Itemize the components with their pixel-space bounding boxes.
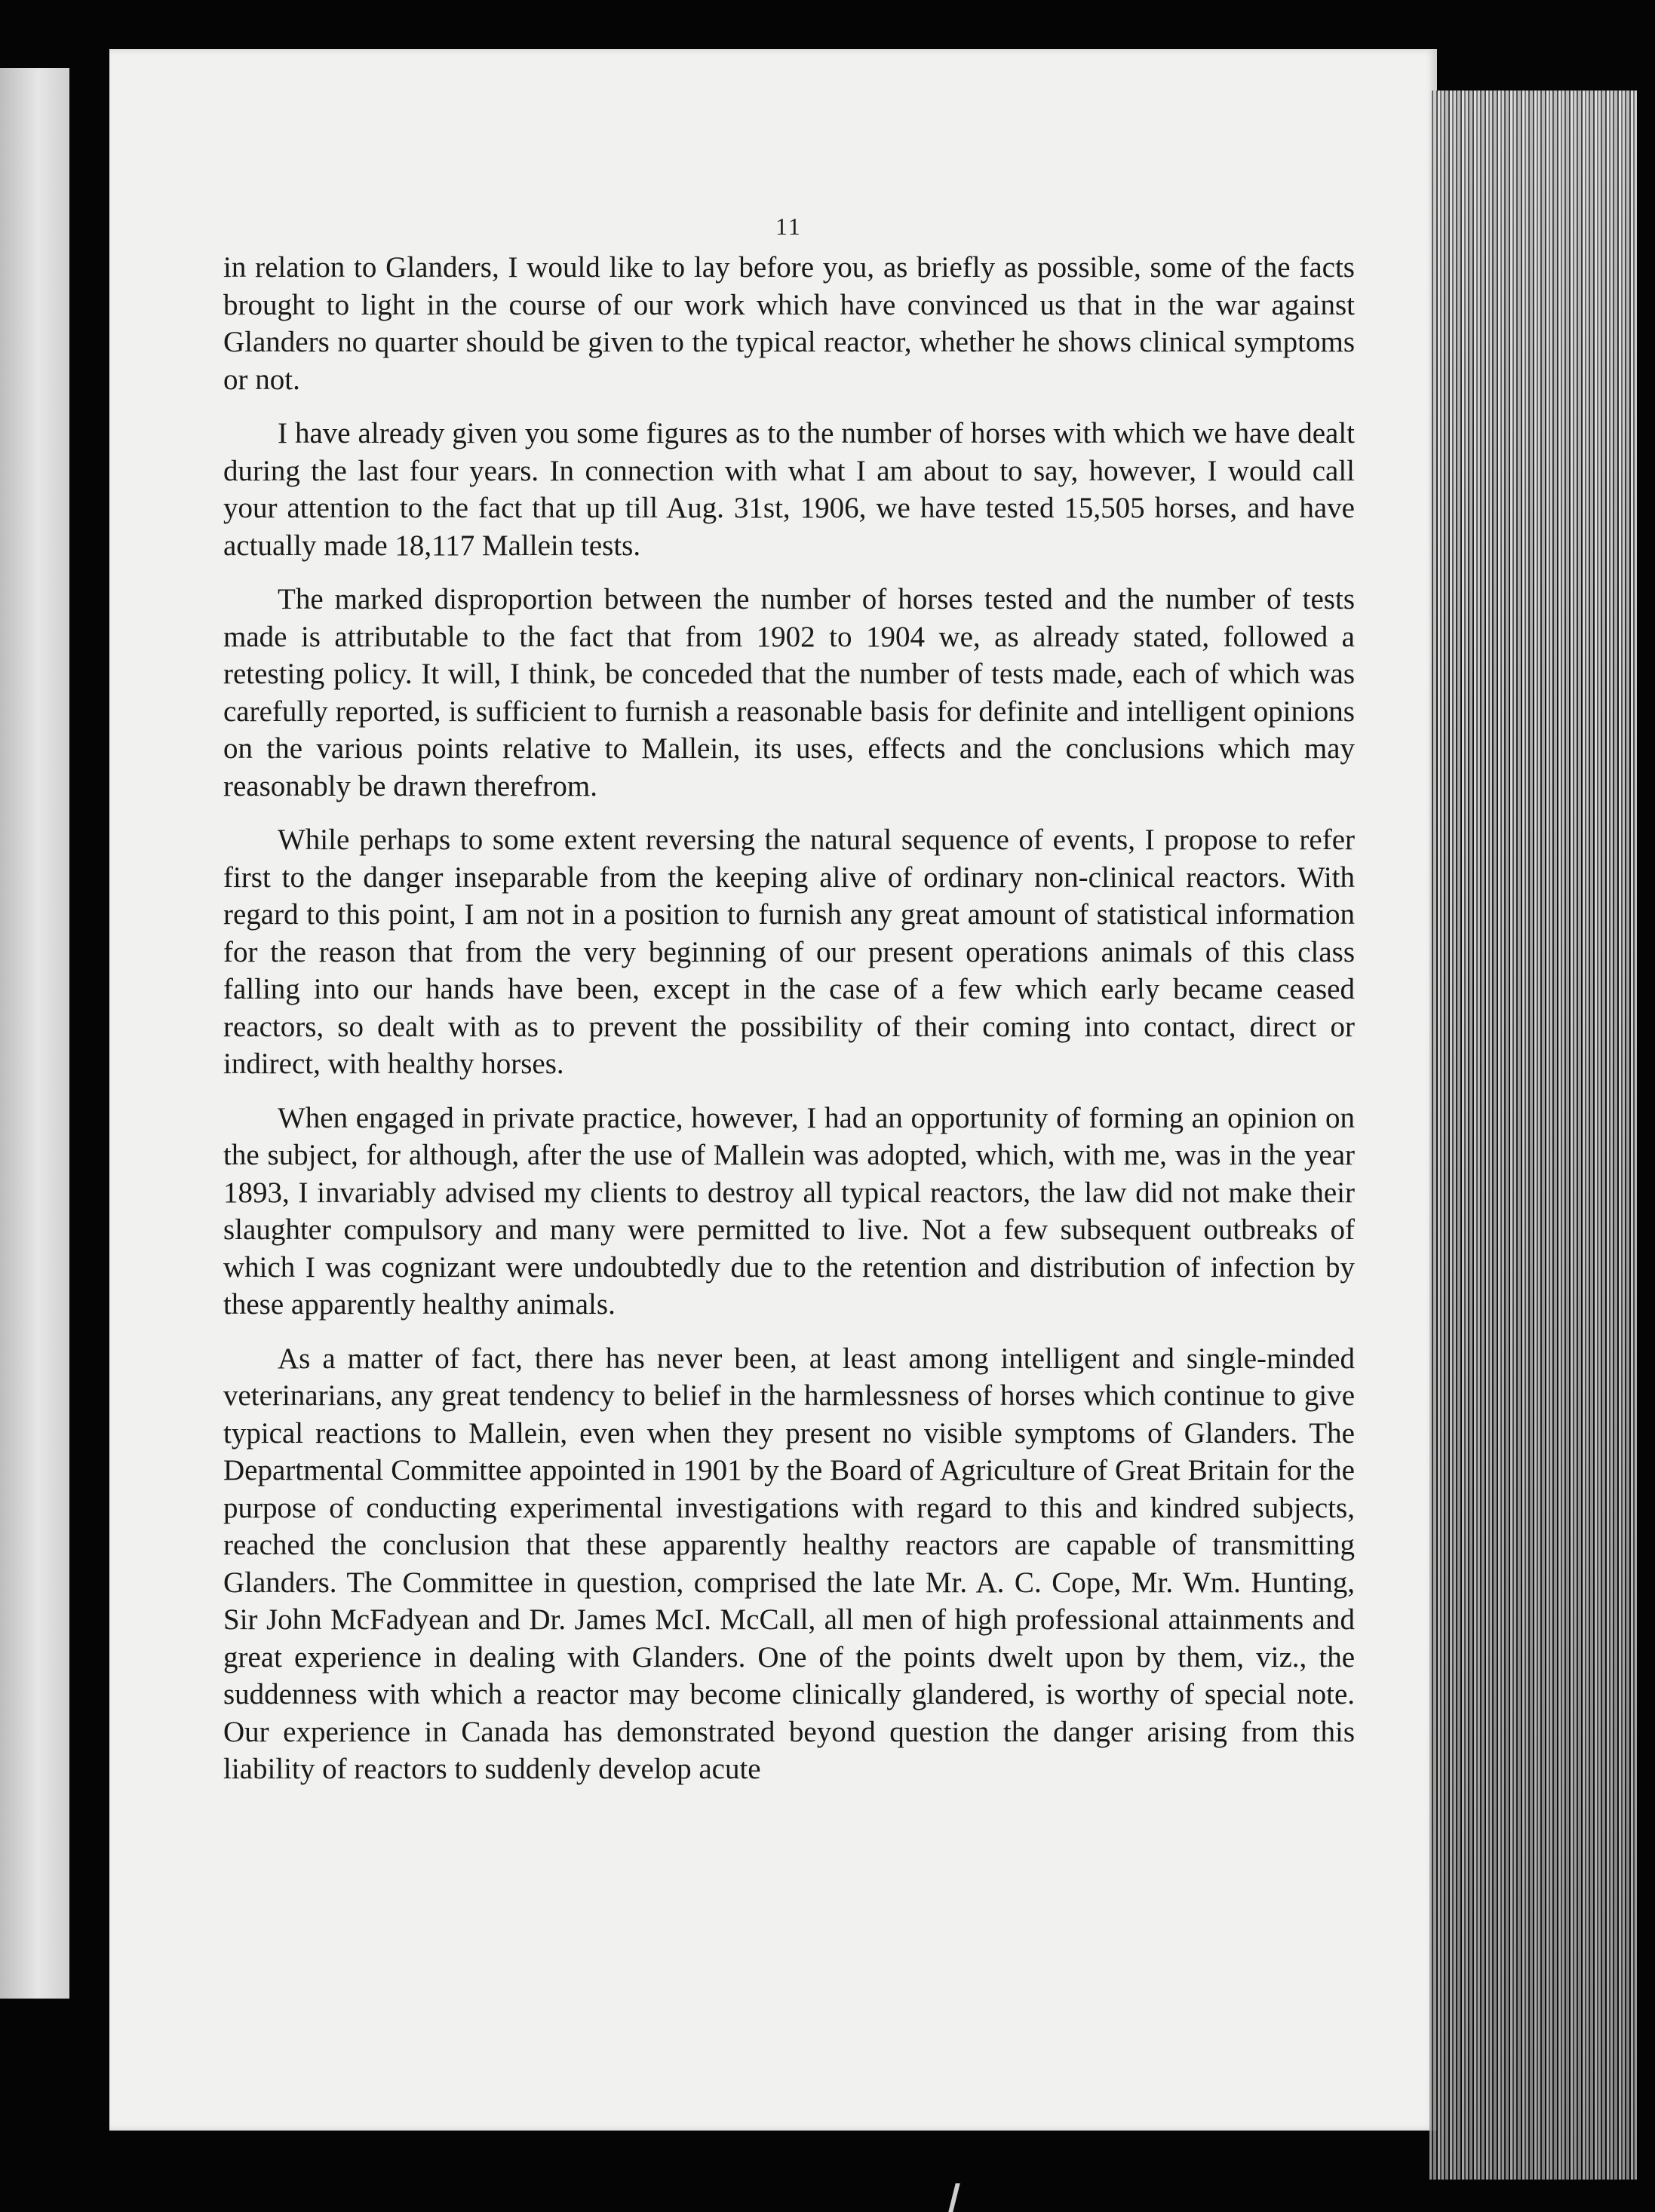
paragraph-6: As a matter of fact, there has never been, at least among intelligent and single-minded veterinarians, any great tendency to belief in the harmlessness of horses which continue to give typical reactions to Mallein, even when they present no visible symptoms of Glanders. The Departmental Committee appointed in 1901 by the Board of Agriculture of Great Britain for the purpose of conducting experimental investigations with regard to this and kindred subjects, reached the conclusion that these apparently healthy reactors are capable of transmitting Glanders. The Committee in question, comprised the late Mr. A. C. Cope, Mr. Wm. Hunting, Sir John McFadyean and Dr. James McI. McCall, all men of high professional attainments and great experience in dealing with Glanders. One of the points dwelt upon by them, viz., the suddenness with which a reactor may become clinically glandered, is worthy of special note. Our experience in Canada has demonstrated beyond question the danger arising from this liability of reactors to suddenly develop acute (223, 1342, 1355, 1785)
paragraph-1: in relation to Glanders, I would like to lay before you, as briefly as possible, some of the facts brought to light in the course of our work which have convinced us that in the war against Glanders no quarter should be given to the typical reactor, whether he shows clinical symptoms or not. (223, 251, 1355, 396)
scan-artifact-mark (948, 2183, 960, 2212)
page-edges (1429, 91, 1637, 2180)
paragraph-3: The marked disproportion between the number of horses tested and the number of tests made is attributable to the fact that from 1902 to 1904 we, as already stated, followed a retesting policy. It will, I think, be conceded that the number of tests made, each of which was carefully reported, is sufficient to furnish a reasonable basis for definite and intelligent opinions on the various points relative to Mallein, its uses, effects and the conclusions which may reasonably be drawn therefrom. (223, 583, 1355, 802)
body-text (223, 249, 1355, 1805)
adjacent-page-sliver (0, 68, 69, 1999)
page-number: 11 (775, 213, 802, 240)
paragraph-5: When engaged in private practice, however, I had an opportunity of forming an opinion on the subject, for although, after the use of Mallein was adopted, which, with me, was in the year 1893, I invariably advised my clients to destroy all typical reactors, the law did not make their slaughter compulsory and many were permitted to live. Not a few subsequent outbreaks of which I was cognizant were undoubtedly due to the retention and distribution of infection by these apparently healthy animals. (223, 1101, 1355, 1321)
paragraph-2: I have already given you some figures as to the number of horses with which we have dealt during the last four years. In connection with what I am about to say, however, I would call your attention to the fact that up till Aug. 31st, 1906, we have tested 15,505 horses, and have actually made 18,117 Mallein tests. (223, 417, 1355, 562)
paragraph-4: While perhaps to some extent reversing the natural sequence of events, I propose to refer first to the danger inseparable from the keeping alive of ordinary non-clinical reactors. With regard to this point, I am not in a position to furnish any great amount of statistical information for the reason that from the very beginning of our present operations animals of this class falling into our hands have been, except in the case of a few which early became ceased reactors, so dealt with as to prevent the possibility of their coming into contact, direct or indirect, with healthy horses. (223, 824, 1355, 1080)
